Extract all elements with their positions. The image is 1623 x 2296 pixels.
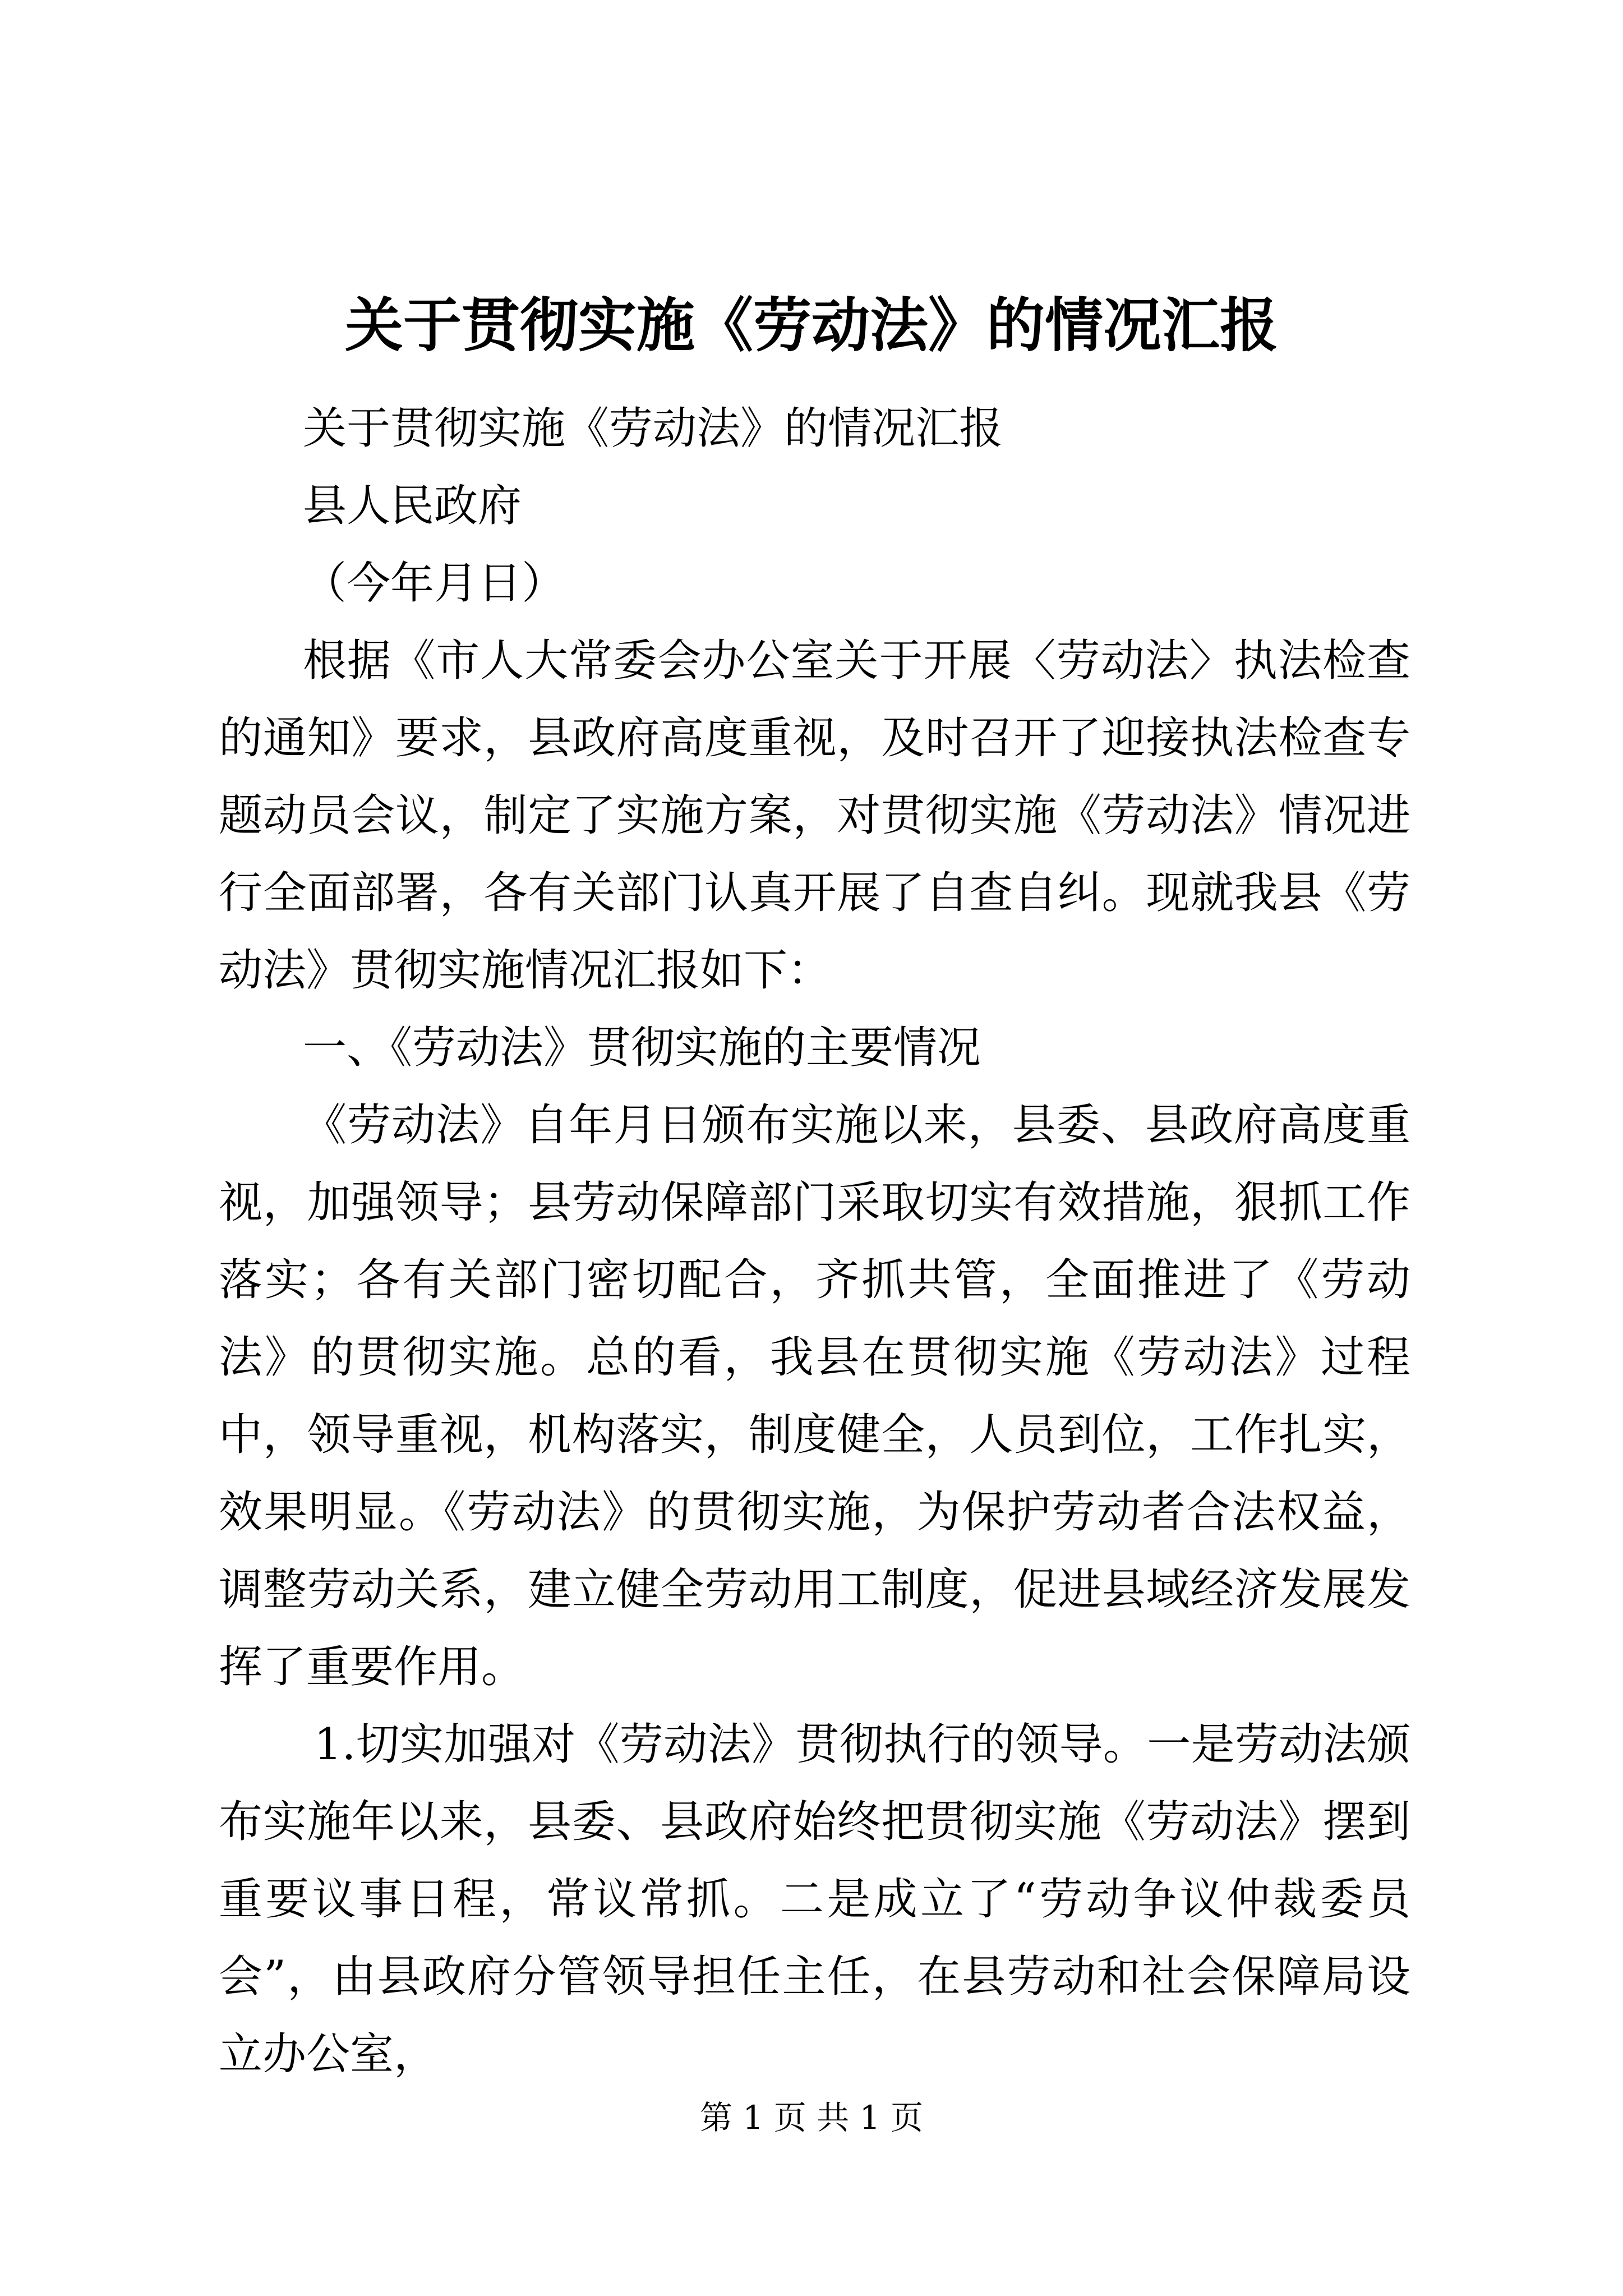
page-footer: 第 1 页 共 1 页 (700, 2099, 923, 2137)
paragraph-point-1: 1.切实加强对《劳动法》贯彻执行的领导。一是劳动法颁布实施年以来，县委、县政府始终把贯彻实施《劳动法》摆到重要议事日程，常议常抓。二是成立了“劳动争议仲裁委员会”，由县政府分管领导担任主任，在县劳动和社会保障局设立办公室， (219, 1719, 1410, 2079)
section-heading: 一、《劳动法》贯彻实施的主要情况 (303, 1023, 981, 1073)
paragraph-intro: 根据《市人大常委会办公室关于开展〈劳动法〉执法检查的通知》要求，县政府高度重视，及时召开了迎接执法检查专题动员会议，制定了实施方案，对贯彻实施《劳动法》情况进行全面部署，各有关部门认真开展了自查自纠。现就我县《劳动法》贯彻实施情况汇报如下： (219, 636, 1410, 996)
subtitle: 关于贯彻实施《劳动法》的情况汇报 (303, 403, 1003, 454)
document-body (219, 390, 1410, 2093)
paragraph-overview: 《劳动法》自年月日颁布实施以来，县委、县政府高度重视，加强领导；县劳动保障部门采取切实有效措施，狠抓工作落实；各有关部门密切配合，齐抓共管，全面推进了《劳动法》的贯彻实施。总的看，我县在贯彻实施《劳动法》过程中，领导重视，机构落实，制度健全，人员到位，工作扎实，效果明显。《劳动法》的贯彻实施，为保护劳动者合法权益，调整劳动关系，建立健全劳动用工制度，促进县域经济发展发挥了重要作用。 (219, 1100, 1410, 1692)
document-title: 关于贯彻实施《劳动法》的情况汇报 (344, 291, 1278, 360)
issuer: 县人民政府 (303, 481, 522, 531)
date-line: （今年月日） (303, 558, 566, 609)
